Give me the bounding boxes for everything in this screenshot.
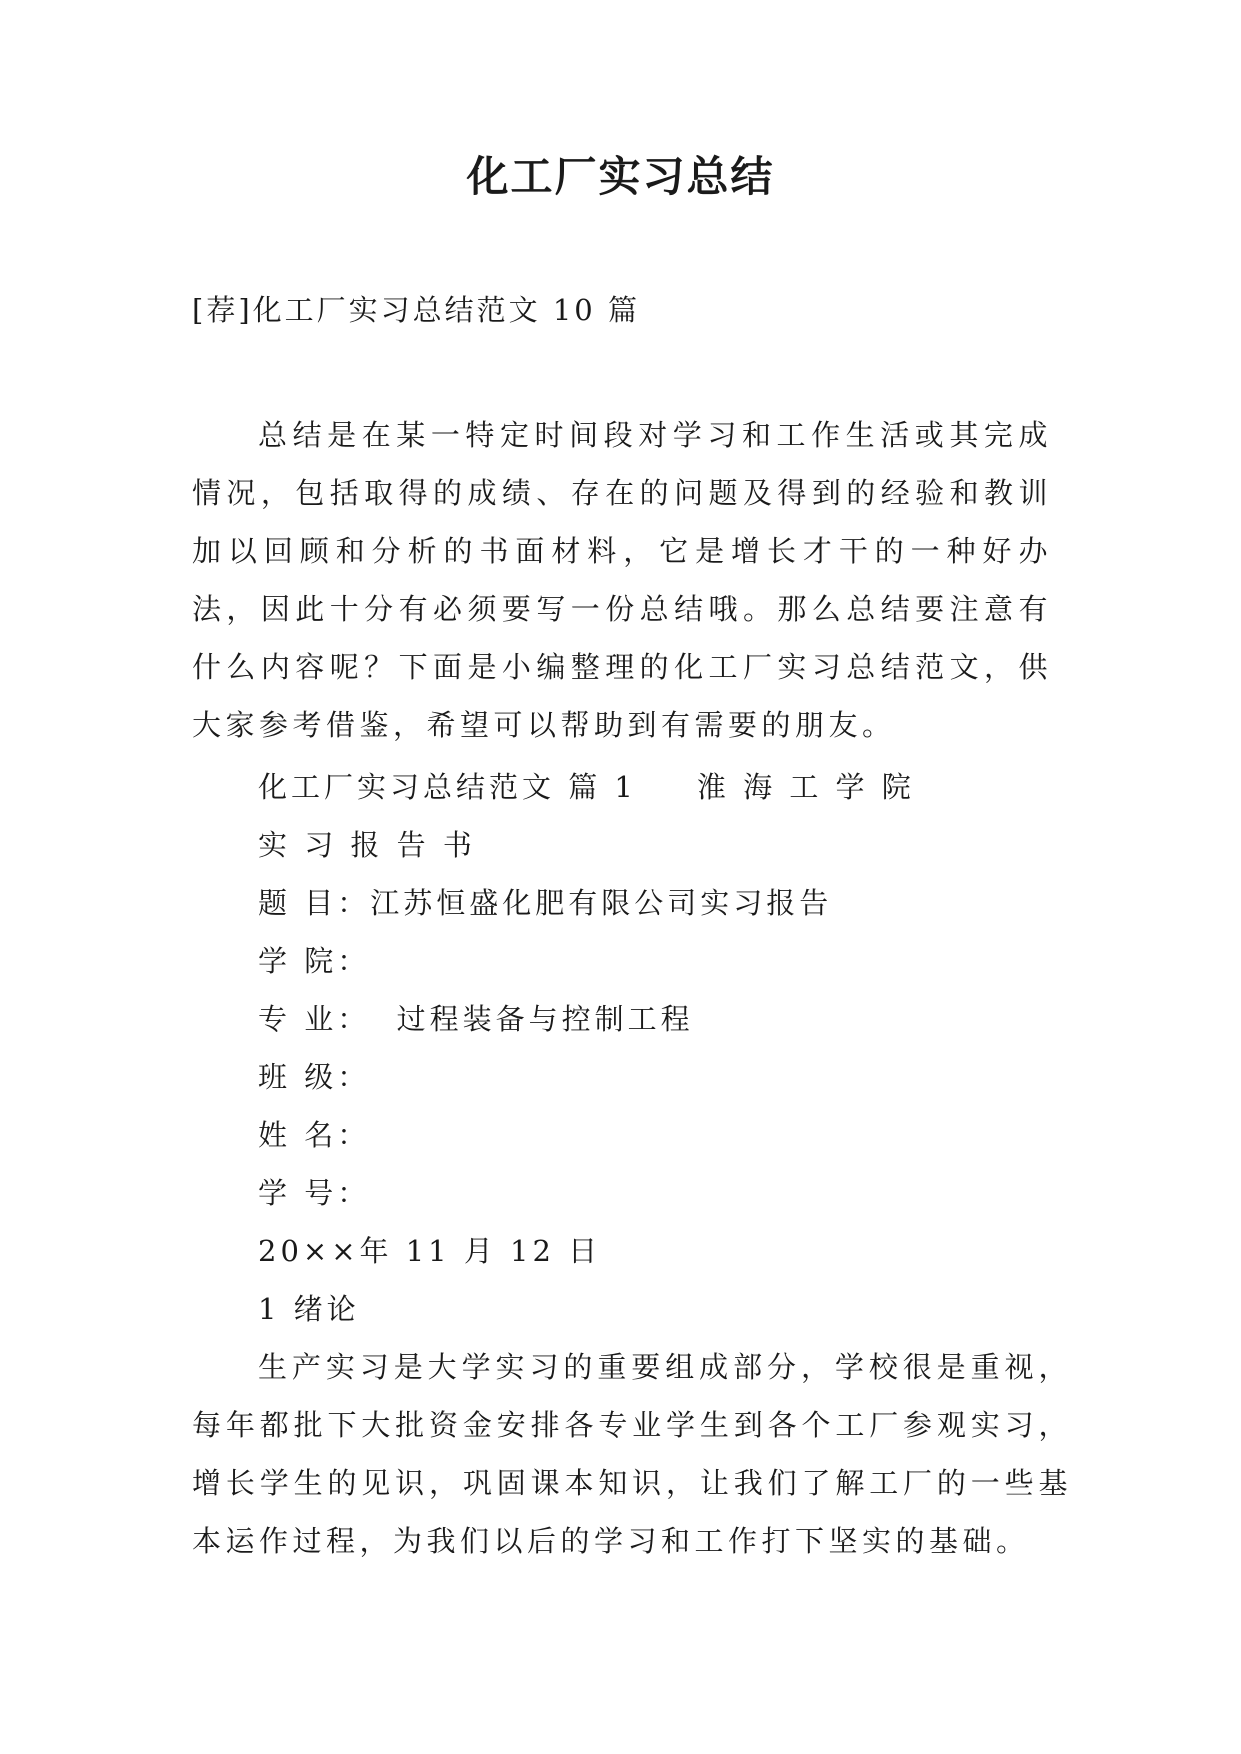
major-line: 专 业： 过程装备与控制工程 [258,1002,694,1036]
name-line: 姓 名： [258,1118,371,1152]
report-title: 实 习 报 告 书 [258,828,476,862]
school-name: 淮 海 工 学 院 [696,770,915,804]
student-id-line: 学 号： [258,1176,371,1210]
document-subtitle: [荐]化工厂实习总结范文 10 篇 [192,293,640,327]
article-heading-line [258,758,915,816]
class-line: 班 级： [258,1060,371,1094]
topic-line: 题 目：江苏恒盛化肥有限公司实习报告 [258,886,833,920]
body-paragraph: 生产实习是大学实习的重要组成部分，学校很是重视，每年都批下大批资金安排各专业学生到各个工厂参观实习，增长学生的见识，巩固课本知识，让我们了解工厂的一些基本运作过程，为我们以后的学习和工作打下坚实的基础。 [192,1350,1072,1558]
report-cover-lines [258,758,915,1338]
section-heading: 1 绪论 [258,1292,360,1326]
date-line: 20××年 11 月 12 日 [258,1234,602,1268]
article-heading: 化工厂实习总结范文 篇 1 [258,770,637,804]
college-line: 学 院： [258,944,371,978]
intro-paragraph: 总结是在某一特定时间段对学习和工作生活或其完成情况，包括取得的成绩、存在的问题及得到的经验和教训加以回顾和分析的书面材料，它是增长才干的一种好办法，因此十分有必须要写一份总结哦。那么总结要注意有什么内容呢？下面是小编整理的化工厂实习总结范文，供大家参考借鉴，希望可以帮助到有需要的朋友。 [192,418,1052,742]
document-title: 化工厂实习总结 [466,152,775,201]
